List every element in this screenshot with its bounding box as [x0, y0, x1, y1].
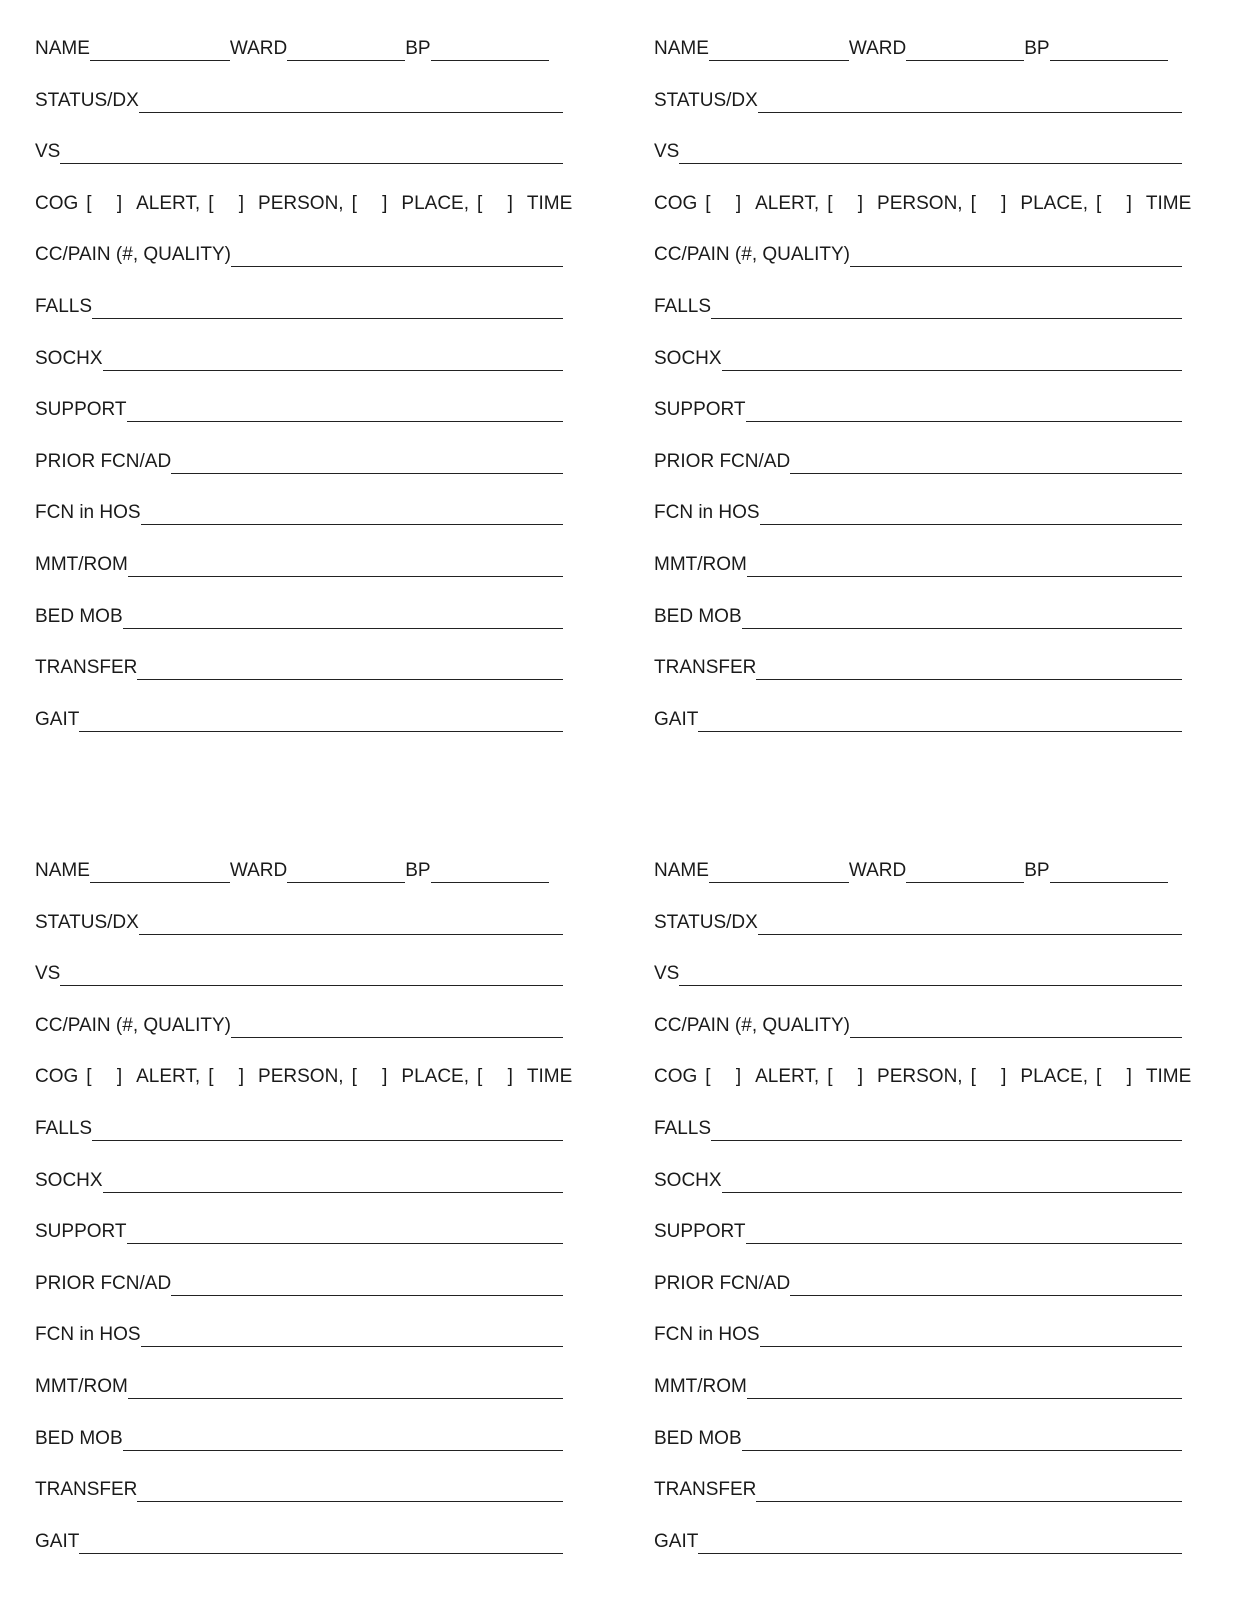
mmt-rom-field[interactable]	[128, 553, 563, 577]
cog-checkbox-time[interactable]: [ ]	[1096, 1066, 1142, 1088]
vs-label: VS	[654, 141, 680, 163]
sochx-label: SOCHX	[654, 1169, 722, 1191]
bp-label: BP	[405, 38, 431, 59]
cc-pain-quality-row	[654, 237, 1182, 267]
gait-label: GAIT	[654, 708, 699, 730]
cc-pain-quality-label: CC/PAIN (#, QUALITY)	[654, 1014, 851, 1036]
support-field[interactable]	[746, 398, 1182, 422]
vs-row	[35, 956, 563, 986]
header-row	[654, 853, 1168, 883]
bed-mob-field[interactable]	[123, 1427, 563, 1451]
bed-mob-row	[35, 1421, 563, 1451]
cog-checkbox-time[interactable]: [ ]	[1096, 192, 1142, 214]
cog-label: COG	[35, 192, 79, 214]
falls-row	[35, 289, 563, 319]
name-field[interactable]	[709, 37, 849, 61]
prior-fcn-ad-row	[35, 444, 563, 474]
mmt-rom-field[interactable]	[128, 1375, 563, 1399]
gait-label: GAIT	[35, 708, 80, 730]
falls-field[interactable]	[711, 1117, 1182, 1141]
bed-mob-field[interactable]	[742, 1427, 1182, 1451]
support-label: SUPPORT	[654, 399, 746, 421]
prior-fcn-ad-label: PRIOR FCN/AD	[35, 1272, 172, 1294]
name-label: NAME	[35, 38, 90, 59]
fcn-in-hos-label: FCN in HOS	[654, 502, 760, 524]
gait-row	[35, 702, 563, 732]
transfer-label: TRANSFER	[654, 657, 757, 679]
status-dx-row	[654, 83, 1182, 113]
name-field[interactable]	[709, 859, 849, 883]
cog-label: COG	[35, 1066, 79, 1088]
ward-label: WARD	[229, 38, 288, 59]
cog-row	[35, 1059, 572, 1089]
support-label: SUPPORT	[35, 399, 127, 421]
cc-pain-quality-field[interactable]	[850, 243, 1182, 267]
support-field[interactable]	[746, 1220, 1182, 1244]
mmt-rom-field[interactable]	[747, 1375, 1182, 1399]
cog-checkbox-person[interactable]: [ ]	[208, 1066, 255, 1088]
support-row	[35, 1214, 563, 1244]
vs-label: VS	[654, 963, 680, 985]
fcn-in-hos-field[interactable]	[760, 1323, 1182, 1347]
gait-row	[654, 1524, 1182, 1554]
mmt-rom-row	[654, 1369, 1182, 1399]
header-row	[654, 31, 1168, 61]
cc-pain-quality-label: CC/PAIN (#, QUALITY)	[35, 1014, 232, 1036]
bed-mob-label: BED MOB	[654, 1427, 742, 1449]
prior-fcn-ad-row	[654, 1266, 1182, 1296]
cog-option-place: PLACE,	[401, 1066, 470, 1088]
fcn-in-hos-row	[654, 1317, 1182, 1347]
bed-mob-field[interactable]	[123, 605, 563, 629]
prior-fcn-ad-row	[35, 1266, 563, 1296]
sochx-label: SOCHX	[654, 347, 722, 369]
falls-field[interactable]	[92, 1117, 563, 1141]
cog-option-time: TIME	[526, 192, 573, 214]
name-label: NAME	[654, 860, 709, 881]
ward-label: WARD	[848, 860, 907, 881]
vs-label: VS	[35, 141, 61, 163]
sochx-field[interactable]	[722, 347, 1182, 371]
cc-pain-quality-label: CC/PAIN (#, QUALITY)	[35, 244, 232, 266]
support-row	[654, 1214, 1182, 1244]
support-row	[654, 392, 1182, 422]
transfer-label: TRANSFER	[35, 657, 138, 679]
status-dx-label: STATUS/DX	[35, 911, 139, 933]
gait-label: GAIT	[654, 1530, 699, 1552]
ward-field[interactable]	[906, 859, 1024, 883]
cog-option-person: PERSON,	[877, 1066, 963, 1088]
header-row	[35, 853, 549, 883]
transfer-row	[35, 650, 563, 680]
sochx-label: SOCHX	[35, 1169, 103, 1191]
header-row	[35, 31, 549, 61]
transfer-label: TRANSFER	[654, 1479, 757, 1501]
status-dx-row	[35, 83, 563, 113]
ward-label: WARD	[848, 38, 907, 59]
cog-option-person: PERSON,	[877, 192, 963, 214]
bp-field[interactable]	[431, 859, 549, 883]
vs-label: VS	[35, 963, 61, 985]
status-dx-field[interactable]	[139, 89, 563, 113]
name-label: NAME	[654, 38, 709, 59]
mmt-rom-row	[35, 547, 563, 577]
fcn-in-hos-field[interactable]	[141, 501, 563, 525]
transfer-field[interactable]	[756, 656, 1182, 680]
name-label: NAME	[35, 860, 90, 881]
cog-checkbox-place[interactable]: [ ]	[351, 192, 398, 214]
status-dx-label: STATUS/DX	[654, 89, 758, 111]
cc-pain-quality-field[interactable]	[231, 243, 563, 267]
gait-row	[35, 1524, 563, 1554]
gait-field[interactable]	[698, 1530, 1182, 1554]
sochx-field[interactable]	[103, 1169, 563, 1193]
falls-field[interactable]	[711, 295, 1182, 319]
cog-option-place: PLACE,	[401, 192, 470, 214]
fcn-in-hos-label: FCN in HOS	[35, 1324, 141, 1346]
transfer-field[interactable]	[756, 1478, 1182, 1502]
vs-row	[654, 134, 1182, 164]
bed-mob-label: BED MOB	[35, 1427, 123, 1449]
cog-checkbox-alert[interactable]: [ ]	[705, 192, 752, 214]
bp-field[interactable]	[431, 37, 549, 61]
mmt-rom-label: MMT/ROM	[35, 1376, 128, 1397]
cc-pain-quality-row	[35, 237, 563, 267]
cog-option-time: TIME	[1145, 1066, 1192, 1088]
ward-field[interactable]	[906, 37, 1024, 61]
sochx-row	[35, 341, 563, 371]
cog-checkbox-alert[interactable]: [ ]	[86, 1066, 133, 1088]
fcn-in-hos-field[interactable]	[141, 1323, 563, 1347]
cog-checkbox-alert[interactable]: [ ]	[705, 1066, 752, 1088]
prior-fcn-ad-field[interactable]	[790, 450, 1182, 474]
cc-pain-quality-row	[35, 1008, 563, 1038]
cc-pain-quality-field[interactable]	[850, 1014, 1182, 1038]
cog-checkbox-place[interactable]: [ ]	[351, 1066, 398, 1088]
bed-mob-row	[35, 599, 563, 629]
mmt-rom-label: MMT/ROM	[35, 554, 128, 575]
status-dx-row	[35, 905, 563, 935]
cog-label: COG	[654, 1066, 698, 1088]
falls-label: FALLS	[654, 1118, 712, 1139]
falls-row	[654, 289, 1182, 319]
cog-option-person: PERSON,	[258, 1066, 344, 1088]
cog-checkbox-alert[interactable]: [ ]	[86, 192, 133, 214]
bp-field[interactable]	[1050, 859, 1168, 883]
mmt-rom-label: MMT/ROM	[654, 554, 747, 575]
cc-pain-quality-field[interactable]	[231, 1014, 563, 1038]
prior-fcn-ad-field[interactable]	[790, 1272, 1182, 1296]
transfer-row	[35, 1472, 563, 1502]
gait-field[interactable]	[698, 708, 1182, 732]
cog-label: COG	[654, 192, 698, 214]
ward-label: WARD	[229, 860, 288, 881]
name-field[interactable]	[90, 37, 230, 61]
vs-field[interactable]	[679, 962, 1182, 986]
status-dx-label: STATUS/DX	[35, 89, 139, 111]
bed-mob-row	[654, 1421, 1182, 1451]
fcn-in-hos-row	[35, 495, 563, 525]
cog-checkbox-place[interactable]: [ ]	[970, 1066, 1017, 1088]
prior-fcn-ad-row	[654, 444, 1182, 474]
vs-field[interactable]	[60, 140, 563, 164]
sochx-label: SOCHX	[35, 347, 103, 369]
prior-fcn-ad-label: PRIOR FCN/AD	[654, 1272, 791, 1294]
status-dx-field[interactable]	[139, 911, 563, 935]
transfer-row	[654, 650, 1182, 680]
cog-row	[35, 186, 572, 216]
mmt-rom-row	[654, 547, 1182, 577]
cog-option-alert: ALERT,	[136, 1066, 201, 1088]
bed-mob-row	[654, 599, 1182, 629]
transfer-field[interactable]	[137, 1478, 563, 1502]
support-label: SUPPORT	[35, 1221, 127, 1243]
sochx-field[interactable]	[103, 347, 563, 371]
sochx-field[interactable]	[722, 1169, 1182, 1193]
cog-option-alert: ALERT,	[136, 192, 201, 214]
falls-field[interactable]	[92, 295, 563, 319]
cog-option-time: TIME	[526, 1066, 573, 1088]
cog-checkbox-person[interactable]: [ ]	[827, 192, 874, 214]
support-field[interactable]	[127, 398, 563, 422]
support-label: SUPPORT	[654, 1221, 746, 1243]
vs-field[interactable]	[679, 140, 1182, 164]
cog-checkbox-person[interactable]: [ ]	[827, 1066, 874, 1088]
support-field[interactable]	[127, 1220, 563, 1244]
gait-label: GAIT	[35, 1530, 80, 1552]
ward-field[interactable]	[287, 37, 405, 61]
falls-row	[654, 1111, 1182, 1141]
bed-mob-field[interactable]	[742, 605, 1182, 629]
transfer-field[interactable]	[137, 656, 563, 680]
mmt-rom-label: MMT/ROM	[654, 1376, 747, 1397]
cc-pain-quality-label: CC/PAIN (#, QUALITY)	[654, 244, 851, 266]
prior-fcn-ad-field[interactable]	[171, 450, 563, 474]
gait-field[interactable]	[79, 708, 563, 732]
status-dx-field[interactable]	[758, 89, 1182, 113]
gait-row	[654, 702, 1182, 732]
status-dx-row	[654, 905, 1182, 935]
support-row	[35, 392, 563, 422]
cog-option-place: PLACE,	[1020, 1066, 1089, 1088]
cog-option-alert: ALERT,	[755, 1066, 820, 1088]
vs-row	[35, 134, 563, 164]
bp-label: BP	[1024, 38, 1050, 59]
bed-mob-label: BED MOB	[35, 605, 123, 627]
gait-field[interactable]	[79, 1530, 563, 1554]
cog-row	[654, 1059, 1191, 1089]
prior-fcn-ad-label: PRIOR FCN/AD	[654, 450, 791, 472]
prior-fcn-ad-field[interactable]	[171, 1272, 563, 1296]
bed-mob-label: BED MOB	[654, 605, 742, 627]
status-dx-field[interactable]	[758, 911, 1182, 935]
cog-checkbox-time[interactable]: [ ]	[477, 192, 523, 214]
falls-label: FALLS	[35, 1118, 93, 1139]
cog-checkbox-person[interactable]: [ ]	[208, 192, 255, 214]
fcn-in-hos-field[interactable]	[760, 501, 1182, 525]
bp-field[interactable]	[1050, 37, 1168, 61]
fcn-in-hos-row	[654, 495, 1182, 525]
bp-label: BP	[405, 860, 431, 881]
fcn-in-hos-label: FCN in HOS	[654, 1324, 760, 1346]
fcn-in-hos-row	[35, 1317, 563, 1347]
fcn-in-hos-label: FCN in HOS	[35, 502, 141, 524]
transfer-label: TRANSFER	[35, 1479, 138, 1501]
sochx-row	[654, 341, 1182, 371]
cog-option-time: TIME	[1145, 192, 1192, 214]
vs-field[interactable]	[60, 962, 563, 986]
falls-row	[35, 1111, 563, 1141]
falls-label: FALLS	[35, 296, 93, 317]
vs-row	[654, 956, 1182, 986]
cog-option-alert: ALERT,	[755, 192, 820, 214]
bp-label: BP	[1024, 860, 1050, 881]
sochx-row	[35, 1163, 563, 1193]
ward-field[interactable]	[287, 859, 405, 883]
cog-checkbox-time[interactable]: [ ]	[477, 1066, 523, 1088]
cog-row	[654, 186, 1191, 216]
name-field[interactable]	[90, 859, 230, 883]
mmt-rom-row	[35, 1369, 563, 1399]
transfer-row	[654, 1472, 1182, 1502]
prior-fcn-ad-label: PRIOR FCN/AD	[35, 450, 172, 472]
cog-option-place: PLACE,	[1020, 192, 1089, 214]
cog-option-person: PERSON,	[258, 192, 344, 214]
mmt-rom-field[interactable]	[747, 553, 1182, 577]
sochx-row	[654, 1163, 1182, 1193]
status-dx-label: STATUS/DX	[654, 911, 758, 933]
falls-label: FALLS	[654, 296, 712, 317]
cog-checkbox-place[interactable]: [ ]	[970, 192, 1017, 214]
cc-pain-quality-row	[654, 1008, 1182, 1038]
